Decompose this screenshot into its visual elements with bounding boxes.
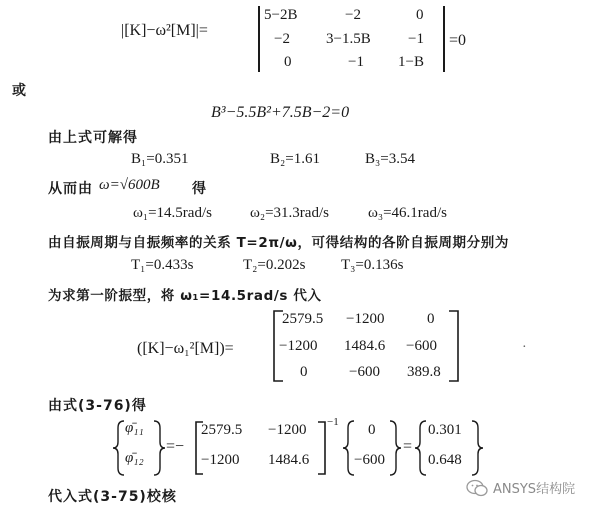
det-bar-left	[258, 6, 260, 72]
text-check: 代入式(3-75)校核	[48, 489, 177, 505]
eq2-cubic: B³−5.5B²+7.5B−2=0	[211, 104, 350, 121]
eq3-lhs: ([K]−ω₁²[M])=	[137, 340, 234, 357]
eq4-brace-right-2	[388, 420, 402, 476]
eq4-brace-left-3	[414, 420, 428, 476]
omega-formula: ω=√600B	[99, 177, 160, 193]
eq3-cell: −1200	[279, 338, 318, 354]
eq3-cell: 389.8	[407, 364, 441, 380]
eq4-cell: −1200	[201, 452, 240, 468]
eq4-cell: 1484.6	[268, 452, 310, 468]
eq1-cell: 1−B	[398, 54, 424, 70]
text-from: 从而由	[48, 181, 93, 197]
period-t3: T₃=0.136s	[341, 257, 404, 273]
eq3-cell: −600	[406, 338, 437, 354]
eq3-cell: 0	[300, 364, 308, 380]
eq1-cell: −2	[274, 31, 290, 47]
period-t2: T₂=0.202s	[243, 257, 306, 273]
eq1-cell: 0	[284, 54, 292, 70]
eq4-inverse: −1	[327, 416, 339, 428]
eq1-cell: 5−2B	[264, 7, 298, 23]
omega-2: ω₂=31.3rad/s	[250, 205, 329, 221]
text-solve: 由上式可解得	[48, 130, 138, 146]
eq3-cell: 0	[427, 311, 435, 327]
eq4-brace-right-3	[470, 420, 484, 476]
eq4-phi-11: φ̄₁₁	[125, 420, 144, 436]
watermark-text: ANSYS结构院	[493, 482, 576, 497]
eq3-bracket-right	[448, 310, 460, 382]
wechat-icon	[466, 479, 488, 497]
watermark	[466, 478, 575, 497]
eq4-cell: −1200	[268, 422, 307, 438]
period-t1: T₁=0.433s	[131, 257, 194, 273]
omega-3: ω₃=46.1rad/s	[368, 205, 447, 221]
text-mode: 为求第一阶振型，将 ω₁=14.5rad/s 代入	[48, 288, 322, 304]
eq3-cell: 1484.6	[344, 338, 386, 354]
eq4-brace-left	[112, 420, 126, 476]
eq4-result-0: 0.301	[428, 422, 462, 438]
text-de: 得	[192, 181, 207, 197]
root-b3: B₃=3.54	[365, 151, 415, 167]
omega-1: ω₁=14.5rad/s	[133, 205, 212, 221]
eq4-cell: 2579.5	[201, 422, 243, 438]
root-b1: B₁=0.351	[131, 151, 189, 167]
eq4-eq-minus: =−	[166, 438, 185, 455]
root-b2: B₂=1.61	[270, 151, 320, 167]
text-huo: 或	[12, 83, 27, 99]
eq1-cell: −1	[348, 54, 364, 70]
text-period: 由自振周期与自振频率的关系 T=2π/ω，可得结构的各阶自振周期分别为	[48, 235, 509, 251]
eq4-eq: =	[403, 438, 413, 455]
eq1-lhs: |[K]−ω²[M]|=	[121, 22, 208, 39]
det-bar-right	[443, 6, 445, 72]
eq4-phi-12: φ̄₁₂	[125, 450, 144, 466]
eq3-cell: 2579.5	[282, 311, 324, 327]
eq1-rhs: =0	[449, 32, 467, 49]
stray-dot: ·	[522, 340, 527, 355]
eq4-rhs-1: −600	[354, 452, 385, 468]
eq4-bracket-right	[317, 421, 327, 475]
eq4-result-1: 0.648	[428, 452, 462, 468]
eq1-cell: 0	[416, 7, 424, 23]
text-from-eq: 由式(3-76)得	[48, 398, 147, 414]
eq4-brace-right-1	[152, 420, 166, 476]
eq1-cell: −2	[345, 7, 361, 23]
eq1-cell: −1	[408, 31, 424, 47]
eq4-rhs-0: 0	[368, 422, 376, 438]
eq3-cell: −1200	[346, 311, 385, 327]
eq3-cell: −600	[349, 364, 380, 380]
eq1-cell: 3−1.5B	[326, 31, 371, 47]
